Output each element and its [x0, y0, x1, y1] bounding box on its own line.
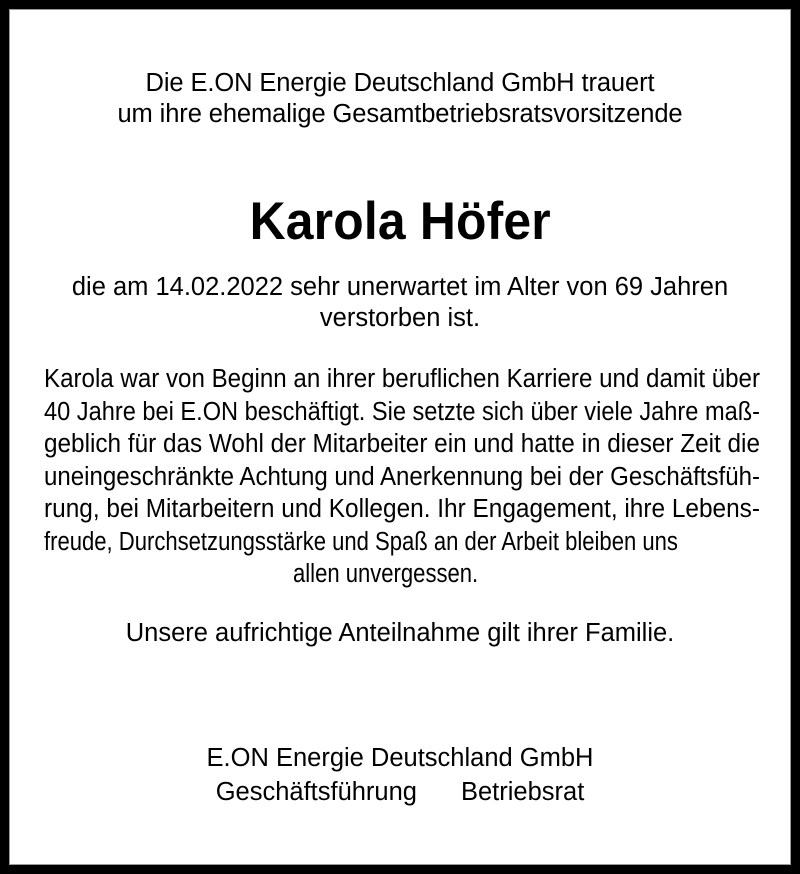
header-line-1 — [42, 68, 758, 99]
body-line-text: geblich für das Wohl der Mitarbeiter ein und hatte in dieser Zeit die — [44, 430, 760, 458]
signature-role-works-council: Betriebsrat — [460, 777, 585, 806]
body-line — [44, 493, 760, 526]
body-line-text: Karola war von Beginn an ihrer beruflichen Karriere und damit über — [44, 365, 760, 393]
body-line-text: 40 Jahre bei E.ON beschäftigt. Sie setzte sich über viele Jahre maß- — [44, 397, 760, 426]
deceased-name-text: Karola Höfer — [249, 192, 551, 251]
signature-roles-group — [216, 778, 585, 806]
signature-company — [42, 741, 758, 775]
body-line — [44, 396, 760, 429]
body-line — [44, 461, 760, 494]
signature-company-text: E.ON Energie Deutschland GmbH — [206, 743, 594, 772]
header-line-2 — [42, 99, 758, 130]
body-line — [44, 558, 756, 591]
deceased-name — [42, 194, 758, 250]
body-line — [44, 363, 760, 396]
body-line — [44, 526, 756, 559]
death-date-block — [42, 272, 758, 334]
death-date-line-2-text: verstorben ist. — [319, 304, 481, 332]
obituary-notice-body — [9, 9, 791, 865]
obituary-header — [42, 68, 758, 130]
death-date-line-1-text: die am 14.02.2022 sehr unerwartet im Alter von 69 Jahren — [71, 273, 729, 301]
body-line-text: uneingeschränkte Achtung und Anerkennung bei der Geschäftsfüh- — [44, 462, 760, 491]
header-line-2-text: um ihre ehemalige Gesamtbetriebsratsvorsitzende — [117, 100, 683, 128]
death-date-line-2 — [42, 303, 758, 334]
body-line — [44, 428, 760, 461]
header-line-1-text: Die E.ON Energie Deutschland GmbH trauert — [145, 69, 655, 97]
body-line-text: rung, bei Mitarbeitern und Kollegen. Ihr Engagement, ihre Lebens- — [44, 495, 760, 523]
death-date-line-1 — [42, 272, 758, 303]
signature-role-management: Geschäftsführung — [215, 777, 417, 806]
obituary-body-text — [42, 363, 758, 591]
sympathy-message — [42, 617, 758, 649]
signature-roles — [42, 775, 758, 809]
sympathy-message-text: Unsere aufrichtige Anteilnahme gilt ihrer Familie. — [125, 618, 675, 647]
body-line-text: freude, Durchsetzungsstärke und Spaß an der Arbeit bleiben uns — [44, 527, 678, 556]
signature-block — [42, 741, 758, 809]
body-line-text: allen unvergessen. — [292, 560, 479, 588]
